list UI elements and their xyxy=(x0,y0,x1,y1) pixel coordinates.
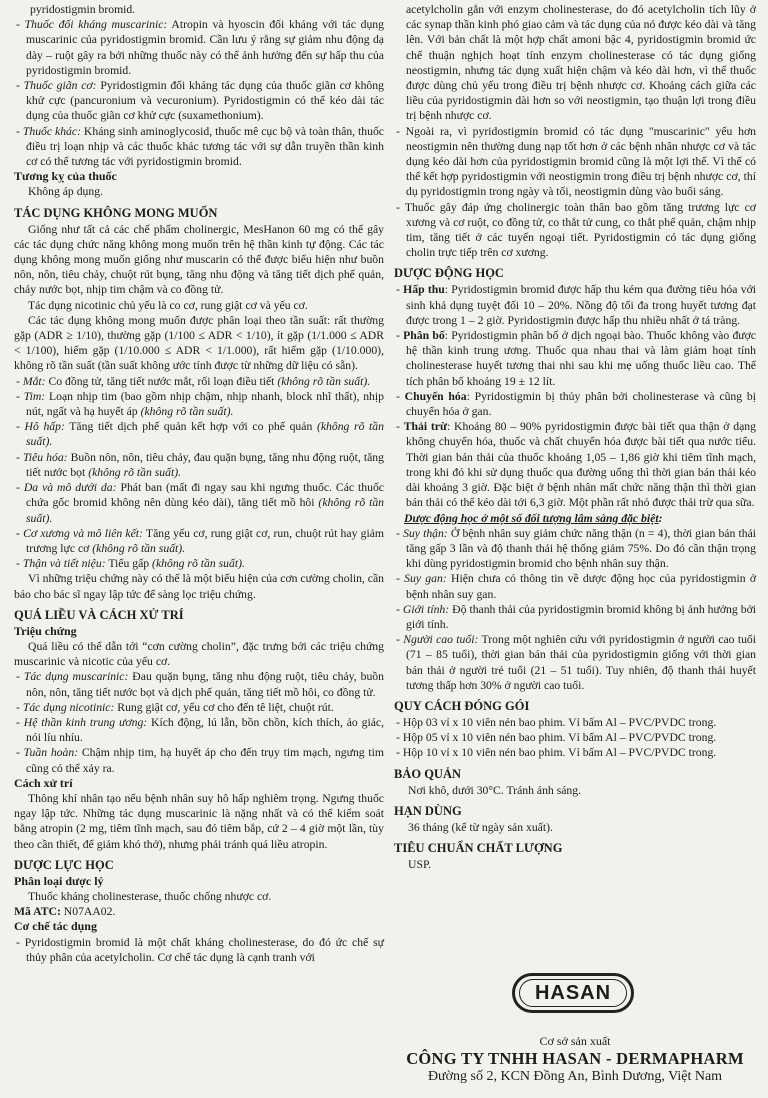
paragraph: Tác dụng nicotinic chủ yếu là co cơ, rung giật cơ và yếu cơ. xyxy=(28,298,308,312)
company-address: Đường số 2, KCN Đồng An, Bình Dương, Việt Nam xyxy=(427,1069,723,1084)
item-text: : Pyridostigmin phân bố ở dịch ngoại bào. Thuốc không vào được hệ thần kinh trung ương. Thuốc qua nhau thai và làm giảm hoạt tính cholinesterase huyết tương thai nhi sau khi mẹ uống thuốc liều cao. Thể tích phân bố khoảng 19 ± 12 lít. xyxy=(406,329,756,388)
item-text: Ở bệnh nhân suy giảm chức năng thận (n = 4), thời gian bán thải tăng gấp 3 lần và độ thanh thải hệ thống giảm 75%. Do đó cần thận trọng khi dùng pyridostigmin bromid cho bệnh nhân suy thận. xyxy=(406,526,756,571)
list-item: - Thận và tiết niệu: Tiểu gấp (không rõ tần suất). xyxy=(16,557,245,571)
item-text: Loạn nhịp tim (bao gồm nhịp chậm, nhịp nhanh, block nhĩ thất), nhịp nút, ngất và hạ huyết áp xyxy=(26,389,384,419)
section-heading: DƯỢC ĐỘNG HỌC xyxy=(394,266,504,281)
paragraph: pyridostigmin bromid. xyxy=(30,3,136,16)
list-item: - Tim: Loạn nhịp tim (bao gồm nhịp chậm, nhịp nhanh, block nhĩ thất), nhịp nút, ngất và hạ huyết áp (không rõ tần suất). xyxy=(16,389,384,419)
item-label: Người cao tuổi: xyxy=(403,633,479,647)
item-text: Pyridostigmin đối kháng tác dụng của thuốc giãn cơ không khử cực (pancuronium và vecuronium). Pyridostigmin có thể kéo dài tác dụng của thuốc giãn cơ khử cực (suxamethonium). xyxy=(26,79,384,123)
subheading: Tương kỵ của thuốc xyxy=(14,169,117,184)
pack-item: - Hộp 03 vỉ x 10 viên nén bao phim. Vỉ bấm Al – PVC/PVDC trong. xyxy=(396,715,717,729)
list-item: - Hô hấp: Tăng tiết dịch phế quản kết hợp với co phế quản (không rõ tần suất). xyxy=(16,420,384,449)
frequency-note: (không rõ tần suất). xyxy=(26,496,385,525)
pack-item: - Hộp 05 vỉ x 10 viên nén bao phim. Vỉ bấm Al – PVC/PVDC trong. xyxy=(396,731,717,745)
right-column xyxy=(394,2,756,872)
item-label: Thận và tiết niệu: xyxy=(22,557,106,571)
list-item: - Hấp thu: Pyridostigmin bromid được hấp thu kém qua đường tiêu hóa với sinh khả dụng tuyệt đối 10 – 20%. Nồng độ tối đa trong huyết tương đạt được trong 1 – 2 giờ. Pyridostigmin được hấp thu nhiều nhất ở tá tràng. xyxy=(396,283,756,327)
section-heading: DƯỢC LỰC HỌC xyxy=(14,857,114,872)
list-item: - Phân bố: Pyridostigmin phân bố ở dịch ngoại bào. Thuốc không vào được hệ thần kinh trung ương. Thuốc qua nhau thai và làm giảm hoạt tính cholinesterase huyết tương thai nhi sau khi mẹ uống thuốc liều cao. Thể tích phân bố khoảng 19 ± 12 lít. xyxy=(396,329,756,388)
item-label: Suy gan: xyxy=(404,572,447,586)
subheading: Cơ chế tác dụng xyxy=(14,919,97,934)
list-item: - Tác dụng muscarinic: Đau quặn bụng, tăng nhu động ruột, tiêu chảy, buồn nôn, nôn, tăng tiết nước bọt và dịch phế quản, tăng tiết mồ hôi, co đồng tử. xyxy=(16,670,384,699)
list-item: - Pyridostigmin bromid là một chất kháng cholinesterase, do đó ức chế sự thủy phân của acetylcholin. Cơ chế tác dụng là cạnh tranh với xyxy=(16,935,384,964)
item-label: Thuốc giãn cơ: xyxy=(23,79,97,93)
item-label: Tim: xyxy=(23,389,46,403)
section-heading: QUÁ LIỀU VÀ CÁCH XỬ TRÍ xyxy=(14,607,184,622)
logo-text: HASAN xyxy=(519,979,627,1007)
item-label: Hô hấp: xyxy=(24,420,65,434)
item-label: Mắt: xyxy=(22,374,46,388)
item-text: : Khoảng 80 – 90% pyridostigmin được bài tiết qua thận ở dạng không chuyển hóa, thuốc và chất chuyển hóa được bài tiết qua nước tiểu. Thời gian bán thải của thuốc khoảng 1,05 – 1,86 giờ khi tiêm tĩnh mạch, trong khi đó khi sử dụng thuốc qua đường uống thì thời gian bán thải kéo dài khoảng 3 giờ. Đặc biệt ở bệnh nhân mất chức năng thận thì thời gian bán thải có thể kéo dài tới 6,3 giờ. Một phần rất nhỏ được thải trừ qua sữa. xyxy=(406,420,756,510)
subheading-text: Dược động học ở một số đối tượng lâm sàng đặc biệt xyxy=(404,511,659,525)
paragraph: Các tác dụng không mong muốn được phân loại theo tần suất: rất thường gặp (ADR ≥ 1/10), thường gặp (1/100 ≤ ADR < 1/10), ít gặp (1/1.000 ≤ ADR < 1/100), hiếm gặp (1/10.000 ≤ ADR < 1/1.000), rất hiếm gặp (1/10.000), không rõ tần suất (tần suất không ước tính được từ những dữ liệu có sẵn). xyxy=(14,313,384,373)
paragraph: Giống như tất cả các chế phẩm cholinergic, MesHanon 60 mg có thể gây các tác dụng chức năng không mong muốn trên hệ thần kinh tự động. Các tác dụng không mong muốn giống như muscarin có thể được biểu hiện như buồn nôn, nôn, tiêu chảy, chuột rút bụng, tăng nhu động và tăng tiết dịch phế quản, chảy nước bọt, nhịp tim chậm và co đồng tử. xyxy=(14,222,384,297)
list-item: - Người cao tuổi: Trong một nghiên cứu với pyridostigmin ở người cao tuổi (71 – 85 tuổi), thời gian bán thải của pyridostigmin giống với thời gian bán thải ở người trẻ tuổi (21 – 51 tuổi). Tuy nhiên, độ thanh thải huyết tương thấp hơn 30% ở người cao tuổi. xyxy=(396,633,756,692)
item-text: Atropin và hyoscin đối kháng với tác dụng muscarinic của pyridostigmin bromid. Cần lưu ý rằng sự giảm nhu động dạ dày – ruột gây ra bởi những thuốc này có thể ảnh hưởng đến sự hấp thu của pyridostigmin bromid. xyxy=(26,18,384,77)
list-item: - Suy gan: Hiện chưa có thông tin về dược động học của pyridostigmin ở bệnh nhân suy gan. xyxy=(396,572,756,601)
subheading: Triệu chứng xyxy=(14,623,77,638)
section-heading: BẢO QUẢN xyxy=(394,766,462,781)
item-label: Tuần hoàn: xyxy=(23,746,79,760)
item-label: Hệ thần kinh trung ương: xyxy=(23,715,148,729)
item-label: Tác dụng nicotinic: xyxy=(22,700,115,714)
frequency-note: (không rõ tần suất). xyxy=(88,465,182,479)
item-text: Độ thanh thải của pyridostigmin bromid không bị ảnh hưởng bởi giới tính. xyxy=(406,602,756,631)
section-heading: TÁC DỤNG KHÔNG MONG MUỐN xyxy=(14,205,218,220)
frequency-note: (không rõ tần suất). xyxy=(92,541,186,555)
pack-item: - Hộp 10 vỉ x 10 viên nén bao phim. Vỉ bấm Al – PVC/PVDC trong. xyxy=(396,746,717,760)
list-item: - Thuốc khác: Kháng sinh aminoglycosid, thuốc mê cục bộ và toàn thân, thuốc điều trị loạn nhịp và các thuốc khác tương tác với sự dẫn truyền thần kinh cơ có thể tương tác với pyridostigmin bromid. xyxy=(16,124,384,169)
item-text: Thuốc gây đáp ứng cholinergic toàn thân bao gồm tăng trương lực cơ xương và cơ ruột, co đồng tử, co thắt tử cung, co thắt phế quản, chậm nhịp tim, tăng tiết ở các tuyến ngoại tiết. Pyridostigmin có tác dụng giống cholin trực tiếp trên cơ xương. xyxy=(404,200,756,260)
list-item: - Tiêu hóa: Buồn nôn, nôn, tiêu chảy, đau quặn bụng, tăng nhu động ruột, tăng tiết nước bọt (không rõ tần suất). xyxy=(16,450,384,479)
left-column xyxy=(14,2,384,965)
list-item: - Thuốc đối kháng muscarinic: Atropin và hyoscin đối kháng với tác dụng muscarinic của pyridostigmin bromid. Cần lưu ý rằng sự giảm nhu động dạ dày – ruột gây ra bởi những thuốc này có thể ảnh hưởng đến sự hấp thu của pyridostigmin bromid. xyxy=(16,18,384,77)
subheading: Phân loại dược lý xyxy=(14,873,104,888)
item-text: Hiện chưa có thông tin về dược động học của pyridostigmin ở bệnh nhân suy gan. xyxy=(406,572,756,601)
item-label: Hấp thu xyxy=(403,283,445,297)
paragraph: Vì những triệu chứng này có thể là một biểu hiện của cơn cường cholin, cần báo cho bác sĩ ngay lập tức để sàng lọc triệu chứng. xyxy=(14,572,384,601)
item-text: Phát ban (mất đi ngay sau khi ngưng thuốc. Các thuốc chứa gốc bromid không nên dùng kéo dài), tăng tiết mồ hôi xyxy=(26,481,384,510)
item-label: Cơ xương và mô liên kết: xyxy=(23,526,143,540)
item-text: Ngoài ra, vì pyridostigmin bromid có tác dụng "muscarinic" yếu hơn neostigmin nên thường dung nạp tốt hơn ở các bệnh nhân nhược cơ và tác dụng kéo dài hơn của pyridostigmin bromid cũng là một lợi thế. Vì thế có thể kết hợp pyridostigmin với neostigmin trong điều trị bệnh nhược cơ, thí dụ pyridostigmin trong ngày và tối, neostigmin dùng vào buổi sáng. xyxy=(405,124,756,199)
item-label: Da và mô dưới da: xyxy=(23,481,117,495)
item-label: Giới tính: xyxy=(402,602,450,616)
section-heading: QUY CÁCH ĐÓNG GÓI xyxy=(394,698,530,713)
item-text: Rung giật cơ, yếu cơ cho đến tê liệt, chuột rút. xyxy=(114,700,334,714)
paragraph: USP. xyxy=(408,857,432,871)
paragraph: Thuốc kháng cholinesterase, thuốc chống nhược cơ. xyxy=(28,889,272,903)
item-text: Tiểu gấp xyxy=(105,557,153,571)
frequency-note: (không rõ tần suất). xyxy=(140,405,234,419)
pack-text: Hộp 03 vỉ x 10 viên nén bao phim. Vỉ bấm Al – PVC/PVDC trong. xyxy=(402,715,717,729)
item-text: Đau quặn bụng, tăng nhu động ruột, tiêu chảy, buồn nôn, nôn, tăng tiết nước bọt và dịch phế quản, tăng tiết mồ hôi, co đồng tử. xyxy=(26,670,384,699)
list-item: - Thải trừ: Khoảng 80 – 90% pyridostigmin được bài tiết qua thận ở dạng không chuyển hóa, thuốc và chất chuyển hóa được bài tiết qua nước tiểu. Thời gian bán thải của thuốc khoảng 1,05 – 1,86 giờ khi tiêm tĩnh mạch, trong khi đó khi sử dụng thuốc qua đường uống thì thời gian bán thải kéo dài khoảng 3 giờ. Đặc biệt ở bệnh nhân mất chức năng thận thì thời gian bán thải có thể kéo dài tới 6,3 giờ. Một phần rất nhỏ được thải trừ qua sữa. xyxy=(396,420,756,510)
subheading: Cách xử trí xyxy=(14,775,73,790)
list-item: - Cơ xương và mô liên kết: Tăng yếu cơ, rung giật cơ, run, chuột rút hay giảm trương lực cơ (không rõ tần suất). xyxy=(16,526,384,555)
atc-label: Mã ATC: xyxy=(14,905,61,919)
paragraph: 36 tháng (kể từ ngày sản xuất). xyxy=(408,820,553,834)
item-label: Thuốc đối kháng muscarinic: xyxy=(24,18,168,32)
paragraph: Quá liều có thể dẫn tới “cơn cường cholin”, đặc trưng bởi các triệu chứng muscarinic và nicotic của yếu cơ. xyxy=(14,639,384,669)
hasan-logo xyxy=(512,973,634,1013)
list-item: - Thuốc giãn cơ: Pyridostigmin đối kháng tác dụng của thuốc giãn cơ không khử cực (pancuronium và vecuronium). Pyridostigmin có thể kéo dài tác dụng của thuốc giãn cơ khử cực (suxamethonium). xyxy=(16,79,384,123)
atc-code xyxy=(14,904,384,919)
section-heading: TIÊU CHUẨN CHẤT LƯỢNG xyxy=(394,840,563,855)
item-text: Tăng yếu cơ, rung giật cơ, run, chuột rút hay giảm trương lực cơ xyxy=(26,526,384,555)
list-item: - Mắt: Co đồng tử, tăng tiết nước mắt, rối loạn điều tiết (không rõ tần suất). xyxy=(16,374,371,388)
paragraph: Không áp dụng. xyxy=(28,185,103,199)
item-label: Tác dụng muscarinic: xyxy=(23,670,129,684)
paragraph: Nơi khô, dưới 30°C. Tránh ánh sáng. xyxy=(408,783,582,797)
item-label: Phân bố xyxy=(403,329,445,343)
item-text: Buồn nôn, nôn, tiêu chảy, đau quặn bụng, tăng nhu động ruột, tăng tiết nước bọt xyxy=(26,450,384,479)
producer-label: Cơ sở sản xuất xyxy=(539,1034,611,1048)
paragraph: Thông khí nhân tạo nếu bệnh nhân suy hô hấp nghiêm trọng. Ngưng thuốc ngay lập tức. Những tác dụng muscarinic là nặng nhất và có thể kiểm soát bằng atropin (2 mg, tiêm tĩnh mạch, sau đó tiêm bắp, cứ 2 – 4 giờ một lần, tùy theo cần thiết, để giảm khó thở), nhưng phải tránh quá liều atropin. xyxy=(14,791,384,851)
subheading xyxy=(394,511,756,526)
item-text: Co đồng tử, tăng tiết nước mắt, rối loạn điều tiết xyxy=(45,374,278,388)
item-text: : Pyridostigmin bị thủy phân bởi cholinesterase và cũng bị chuyển hóa ở gan. xyxy=(406,389,756,419)
list-item: - Giới tính: Độ thanh thải của pyridostigmin bromid không bị ảnh hưởng bởi giới tính. xyxy=(396,602,756,631)
section-heading: HẠN DÙNG xyxy=(394,803,462,818)
list-item: - Chuyển hóa: Pyridostigmin bị thủy phân bởi cholinesterase và cũng bị chuyển hóa ở gan. xyxy=(396,389,756,419)
frequency-note: (không rõ tần suất). xyxy=(277,374,371,388)
frequency-note: (không rõ tần suất). xyxy=(152,557,245,571)
item-text: Kháng sinh aminoglycosid, thuốc mê cục bộ và toàn thân, thuốc điều trị loạn nhịp và các thuốc khác tương tác với sự dẫn truyền thần kinh cơ có thể tương tác với pyridostigmin bromid. xyxy=(26,124,384,169)
company-name: CÔNG TY TNHH HASAN - DERMAPHARM xyxy=(406,1049,744,1068)
item-label: Thuốc khác: xyxy=(22,124,81,138)
list-item: - Tác dụng nicotinic: Rung giật cơ, yếu cơ cho đến tê liệt, chuột rút. xyxy=(16,700,334,714)
atc-value: N07AA02. xyxy=(60,905,116,919)
item-label: Thải trừ xyxy=(403,420,447,434)
item-text: Tăng tiết dịch phế quản kết hợp với co phế quản xyxy=(64,420,317,434)
item-label: Tiêu hóa: xyxy=(22,450,68,464)
item-text: Pyridostigmin bromid là một chất kháng cholinesterase, do đó ức chế sự thủy phân của acetylcholin. Cơ chế tác dụng là cạnh tranh với xyxy=(24,935,384,964)
list-item: - Hệ thần kinh trung ương: Kích động, lú lẫn, bồn chồn, kích thích, ảo giác, nói líu nhíu. xyxy=(16,715,385,745)
item-text: Kích động, lú lẫn, bồn chồn, kích thích, ảo giác, nói líu nhíu. xyxy=(26,715,385,745)
item-text: Trong một nghiên cứu với pyridostigmin ở người cao tuổi (71 – 85 tuổi), thời gian bán thải của pyridostigmin giống với thời gian bán thải ở người trẻ tuổi (21 – 51 tuổi). Tuy nhiên, độ thanh thải huyết tương thấp hơn 30% ở người cao tuổi. xyxy=(406,633,756,692)
paragraph: acetylcholin gắn với enzym cholinesterase, do đó acetylcholin tích lũy ở các synap thần kinh phó giao cảm và tác dụng của nó được kéo dài và tăng lên. Với bản chất là một hợp chất amoni bậc 4, pyridostigmin bromid ức chế thuận nghịch hoạt tính enzym cholinesterase có tác dụng giống neostigmin, nhưng tác dụng xuất hiện chậm và kéo dài hơn, vì thế thuốc được dùng chủ yếu trong điều trị bệnh nhược cơ. Khoảng cách giữa các liều của pyridostigmin dài hơn so với neostigmin, tạo thuận lợi trong điều trị bệnh nhược cơ. xyxy=(406,3,756,123)
list-item: - Thuốc gây đáp ứng cholinergic toàn thân bao gồm tăng trương lực cơ xương và cơ ruột, co đồng tử, co thắt tử cung, co thắt phế quản, chậm nhịp tim, tăng tiết ở các tuyến ngoại tiết. Pyridostigmin có tác dụng giống cholin trực tiếp trên cơ xương. xyxy=(396,200,756,260)
frequency-note: (không rõ tần suất). xyxy=(26,420,384,449)
item-label: Chuyển hóa xyxy=(404,389,467,403)
list-item: - Da và mô dưới da: Phát ban (mất đi ngay sau khi ngưng thuốc. Các thuốc chứa gốc bromid không nên dùng kéo dài), tăng tiết mồ hôi (không rõ tần suất). xyxy=(16,481,385,525)
list-item: - Tuần hoàn: Chậm nhịp tim, hạ huyết áp cho đến trụy tim mạch, ngưng tim cũng có thể xảy ra. xyxy=(16,746,384,775)
list-item: - Ngoài ra, vì pyridostigmin bromid có tác dụng "muscarinic" yếu hơn neostigmin nên thường dung nạp tốt hơn ở các bệnh nhân nhược cơ và tác dụng kéo dài hơn của pyridostigmin bromid cũng là một lợi thế. Vì thế có thể kết hợp pyridostigmin với neostigmin trong điều trị bệnh nhược cơ, thí dụ pyridostigmin trong ngày và tối, neostigmin dùng vào buổi sáng. xyxy=(396,124,756,199)
item-label: Suy thận: xyxy=(403,526,448,540)
item-text: Chậm nhịp tim, hạ huyết áp cho đến trụy tim mạch, ngưng tim cũng có thể xảy ra. xyxy=(26,746,384,775)
list-item: - Suy thận: Ở bệnh nhân suy giảm chức năng thận (n = 4), thời gian bán thải tăng gấp 3 lần và độ thanh thải hệ thống giảm 75%. Do đó cần thận trọng khi dùng pyridostigmin bromid cho bệnh nhân suy thận. xyxy=(396,526,756,571)
pack-text: Hộp 10 vỉ x 10 viên nén bao phim. Vỉ bấm Al – PVC/PVDC trong. xyxy=(402,746,717,760)
item-text: : Pyridostigmin bromid được hấp thu kém qua đường tiêu hóa với sinh khả dụng tuyệt đối 10 – 20%. Nồng độ tối đa trong huyết tương đạt được trong 1 – 2 giờ. Pyridostigmin được hấp thu nhiều nhất ở tá tràng. xyxy=(406,283,756,327)
subheading-colon: : xyxy=(658,511,663,525)
pack-text: Hộp 05 vỉ x 10 viên nén bao phim. Vỉ bấm Al – PVC/PVDC trong. xyxy=(402,731,717,745)
